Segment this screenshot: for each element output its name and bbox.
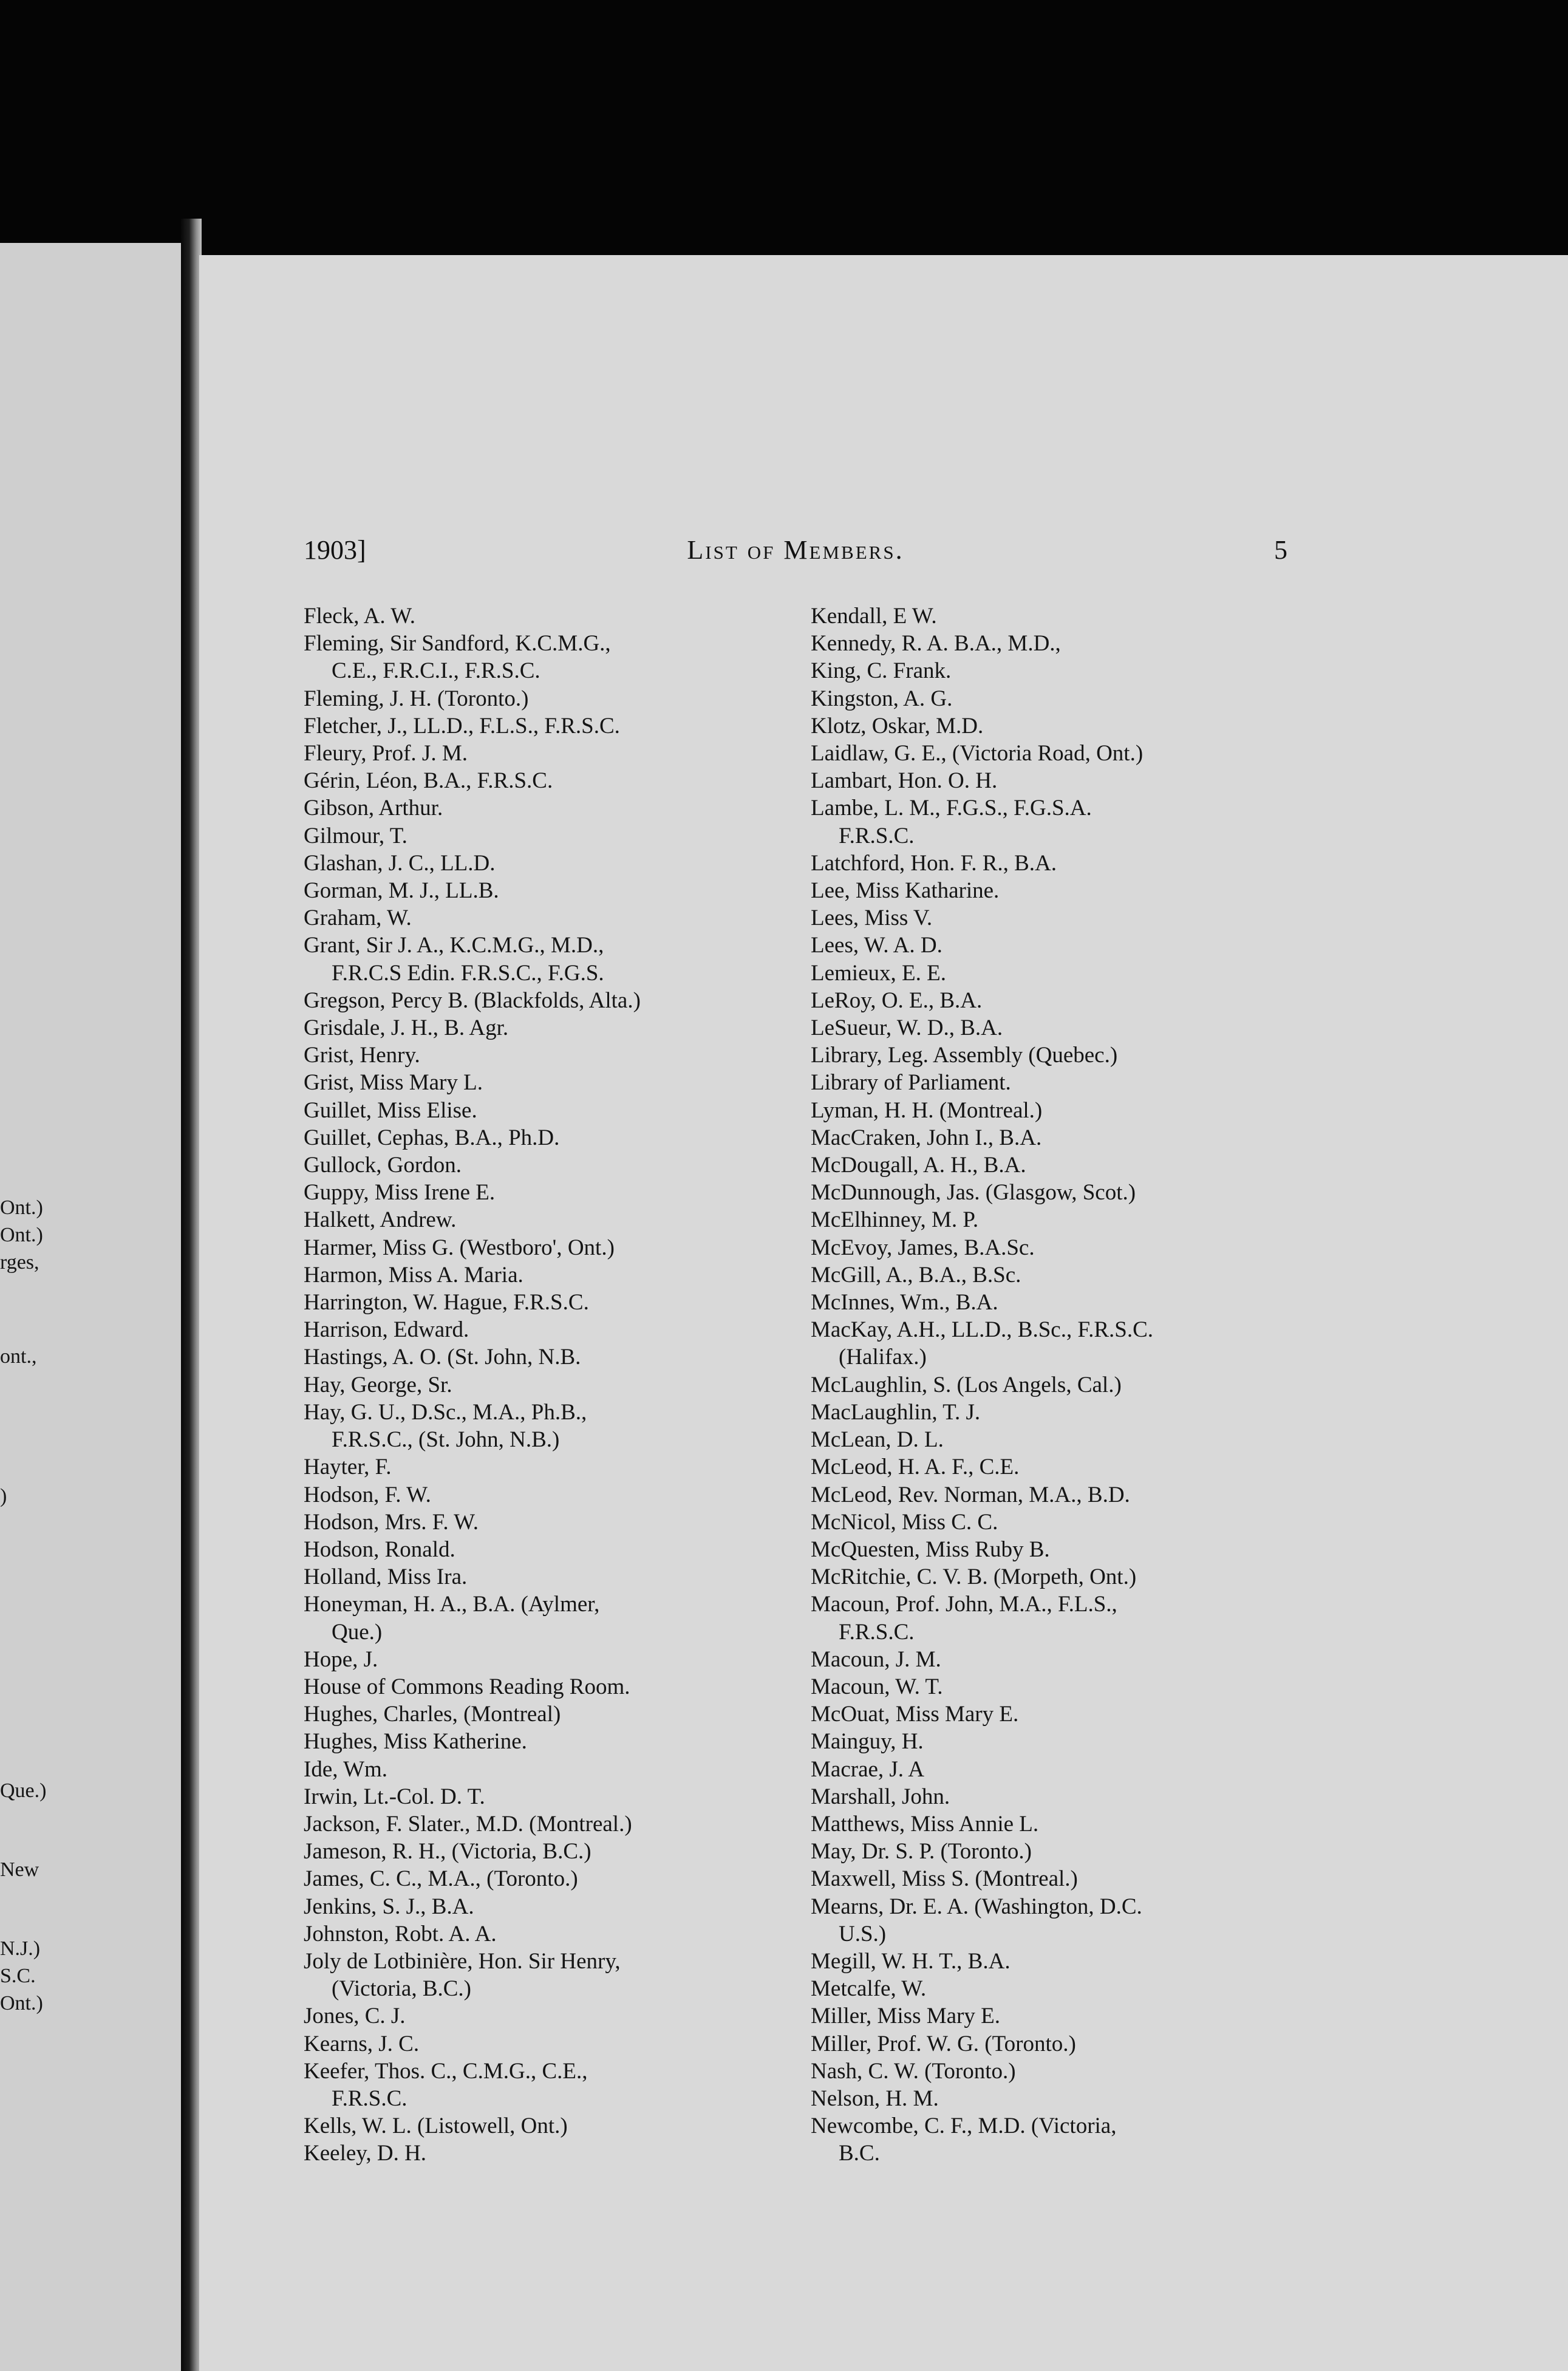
member-entry: Hope, J.	[304, 1646, 378, 1672]
member-entry: Miller, Miss Mary E.	[811, 2004, 1000, 2029]
header-year: 1903]	[304, 535, 366, 565]
member-entry: McLaughlin, S. (Los Angels, Cal.)	[811, 1372, 1122, 1397]
member-entry: James, C. C., M.A., (Toronto.)	[304, 1866, 578, 1892]
member-entry: Keefer, Thos. C., C.M.G., C.E.,	[304, 2058, 588, 2084]
left-fragment: Ont.)	[0, 1196, 43, 1219]
member-entry: Kearns, J. C.	[304, 2031, 420, 2056]
member-entry: Grist, Miss Mary L.	[304, 1070, 483, 1096]
left-fragment: )	[0, 1485, 7, 1507]
member-entry: Hughes, Charles, (Montreal)	[304, 1702, 561, 1727]
member-entry: Kells, W. L. (Listowell, Ont.)	[304, 2113, 568, 2139]
page-header	[304, 534, 1287, 571]
member-entry: Macoun, Prof. John, M.A., F.L.S.,	[811, 1592, 1117, 1617]
member-entry: Library of Parliament.	[811, 1070, 1011, 1096]
member-entry: McOuat, Miss Mary E.	[811, 1702, 1019, 1727]
member-entry: Macoun, W. T.	[811, 1674, 943, 1699]
member-entry: U.S.)	[839, 1921, 887, 1946]
member-entry: Lambart, Hon. O. H.	[811, 768, 998, 794]
member-entry: McDougall, A. H., B.A.	[811, 1153, 1026, 1178]
member-entry: McLean, D. L.	[811, 1427, 944, 1453]
member-entry: Lambe, L. M., F.G.S., F.G.S.A.	[811, 796, 1092, 821]
member-entry: McNicol, Miss C. C.	[811, 1509, 998, 1535]
member-entry: LeRoy, O. E., B.A.	[811, 988, 983, 1013]
member-entry: Fletcher, J., LL.D., F.L.S., F.R.S.C.	[304, 713, 620, 739]
member-entry: Lees, Miss V.	[811, 906, 933, 931]
left-fragment: New	[0, 1858, 39, 1881]
member-entry: F.R.S.C.	[839, 1619, 915, 1645]
member-entry: McLeod, Rev. Norman, M.A., B.D.	[811, 1482, 1130, 1507]
member-entry: Hodson, Mrs. F. W.	[304, 1509, 479, 1535]
member-entry: Guillet, Miss Elise.	[304, 1097, 477, 1123]
member-entry: McInnes, Wm., B.A.	[811, 1290, 998, 1315]
member-entry: Maxwell, Miss S. (Montreal.)	[811, 1866, 1078, 1892]
member-entry: Grist, Henry.	[304, 1043, 420, 1068]
member-entry: Fleming, J. H. (Toronto.)	[304, 686, 529, 711]
member-entry: Klotz, Oskar, M.D.	[811, 713, 984, 739]
member-entry: Holland, Miss Ira.	[304, 1564, 468, 1590]
member-entry: Que.)	[332, 1619, 383, 1645]
member-entry: Hughes, Miss Katherine.	[304, 1729, 527, 1755]
member-entry: Macrae, J. A	[811, 1756, 924, 1782]
member-entry: King, C. Frank.	[811, 658, 952, 684]
member-entry: Harmon, Miss A. Maria.	[304, 1262, 523, 1288]
member-entry: Lemieux, E. E.	[811, 960, 946, 986]
member-list-left-column	[304, 602, 783, 2168]
member-entry: MacLaughlin, T. J.	[811, 1399, 981, 1425]
member-entry: Harrison, Edward.	[304, 1317, 469, 1343]
member-entry: F.R.C.S Edin. F.R.S.C., F.G.S.	[332, 960, 604, 986]
facing-page-fragment	[0, 243, 182, 2371]
member-entry: McLeod, H. A. F., C.E.	[811, 1455, 1020, 1480]
member-entry: (Victoria, B.C.)	[332, 1976, 472, 2002]
member-entry: Gregson, Percy B. (Blackfolds, Alta.)	[304, 988, 641, 1013]
member-entry: Irwin, Lt.-Col. D. T.	[304, 1784, 485, 1809]
member-entry: Kingston, A. G.	[811, 686, 953, 711]
member-entry: House of Commons Reading Room.	[304, 1674, 630, 1699]
member-entry: Metcalfe, W.	[811, 1976, 927, 2002]
left-fragment: Que.)	[0, 1779, 47, 1802]
member-entry: MacKay, A.H., LL.D., B.Sc., F.R.S.C.	[811, 1317, 1154, 1343]
left-fragment: ont.,	[0, 1345, 37, 1368]
member-entry: Ide, Wm.	[304, 1756, 388, 1782]
member-entry: Lyman, H. H. (Montreal.)	[811, 1097, 1043, 1123]
member-entry: Mearns, Dr. E. A. (Washington, D.C.	[811, 1894, 1142, 1919]
member-entry: Guppy, Miss Irene E.	[304, 1180, 496, 1206]
member-entry: Nash, C. W. (Toronto.)	[811, 2058, 1016, 2084]
member-entry: Fleck, A. W.	[304, 604, 415, 629]
member-entry: Jackson, F. Slater., M.D. (Montreal.)	[304, 1811, 632, 1837]
member-entry: Joly de Lotbinière, Hon. Sir Henry,	[304, 1948, 621, 1974]
member-entry: Johnston, Robt. A. A.	[304, 1921, 497, 1946]
member-entry: F.R.S.C.	[839, 823, 915, 848]
page-number: 5	[1274, 535, 1287, 565]
member-entry: McGill, A., B.A., B.Sc.	[811, 1262, 1021, 1288]
member-entry: McQuesten, Miss Ruby B.	[811, 1537, 1050, 1562]
member-entry: Marshall, John.	[811, 1784, 950, 1809]
member-entry: F.R.S.C., (St. John, N.B.)	[332, 1427, 560, 1453]
member-entry: Guillet, Cephas, B.A., Ph.D.	[304, 1125, 560, 1150]
member-entry: Halkett, Andrew.	[304, 1207, 457, 1233]
member-entry: Jameson, R. H., (Victoria, B.C.)	[304, 1839, 591, 1864]
member-entry: Nelson, H. M.	[811, 2086, 939, 2111]
member-entry: F.R.S.C.	[332, 2086, 407, 2111]
member-entry: LeSueur, W. D., B.A.	[811, 1015, 1003, 1041]
member-entry: Hastings, A. O. (St. John, N.B.	[304, 1345, 581, 1370]
member-entry: Gérin, Léon, B.A., F.R.S.C.	[304, 768, 553, 794]
member-entry: Kennedy, R. A. B.A., M.D.,	[811, 631, 1061, 657]
member-entry: Hay, George, Sr.	[304, 1372, 452, 1397]
member-entry: Hodson, Ronald.	[304, 1537, 455, 1562]
member-entry: Grant, Sir J. A., K.C.M.G., M.D.,	[304, 933, 604, 958]
member-entry: Matthews, Miss Annie L.	[811, 1811, 1039, 1837]
member-entry: McElhinney, M. P.	[811, 1207, 979, 1233]
member-entry: Keeley, D. H.	[304, 2141, 427, 2166]
left-fragment: Ont.)	[0, 1992, 43, 2014]
member-entry: Fleming, Sir Sandford, K.C.M.G.,	[304, 631, 611, 657]
page-title: List of Members.	[687, 535, 904, 565]
member-entry: May, Dr. S. P. (Toronto.)	[811, 1839, 1032, 1864]
member-entry: Lee, Miss Katharine.	[811, 878, 1000, 904]
member-entry: Jones, C. J.	[304, 2004, 406, 2029]
member-entry: MacCraken, John I., B.A.	[811, 1125, 1042, 1150]
member-entry: Grisdale, J. H., B. Agr.	[304, 1015, 509, 1041]
member-entry: Latchford, Hon. F. R., B.A.	[811, 850, 1057, 876]
member-entry: Jenkins, S. J., B.A.	[304, 1894, 474, 1919]
left-fragment: S.C.	[0, 1965, 36, 1987]
member-entry: McDunnough, Jas. (Glasgow, Scot.)	[811, 1180, 1136, 1206]
member-entry: Gullock, Gordon.	[304, 1153, 462, 1178]
member-entry: Kendall, E W.	[811, 604, 937, 629]
member-entry: Hayter, F.	[304, 1455, 392, 1480]
member-entry: Graham, W.	[304, 906, 412, 931]
member-entry: Hodson, F. W.	[304, 1482, 431, 1507]
member-entry: (Halifax.)	[839, 1345, 927, 1370]
member-entry: Newcombe, C. F., M.D. (Victoria,	[811, 2113, 1117, 2139]
member-entry: C.E., F.R.C.I., F.R.S.C.	[332, 658, 540, 684]
member-entry: Fleury, Prof. J. M.	[304, 741, 468, 766]
member-entry: McEvoy, James, B.A.Sc.	[811, 1235, 1035, 1260]
member-entry: Glashan, J. C., LL.D.	[304, 850, 496, 876]
member-entry: Library, Leg. Assembly (Quebec.)	[811, 1043, 1118, 1068]
member-entry: Hay, G. U., D.Sc., M.A., Ph.B.,	[304, 1399, 587, 1425]
member-entry: Gibson, Arthur.	[304, 796, 443, 821]
member-list-right-column	[811, 602, 1297, 2168]
member-entry: Gilmour, T.	[304, 823, 407, 848]
member-entry: Lees, W. A. D.	[811, 933, 943, 958]
member-entry: Honeyman, H. A., B.A. (Aylmer,	[304, 1592, 600, 1617]
member-entry: Harrington, W. Hague, F.R.S.C.	[304, 1290, 589, 1315]
member-entry: Gorman, M. J., LL.B.	[304, 878, 499, 904]
book-gutter	[181, 219, 202, 2371]
member-entry: B.C.	[839, 2141, 880, 2166]
member-entry: Miller, Prof. W. G. (Toronto.)	[811, 2031, 1076, 2056]
member-entry: Laidlaw, G. E., (Victoria Road, Ont.)	[811, 741, 1144, 766]
left-fragment: N.J.)	[0, 1937, 41, 1960]
member-entry: Megill, W. H. T., B.A.	[811, 1948, 1011, 1974]
left-fragment: rges,	[0, 1251, 39, 1274]
left-fragment: Ont.)	[0, 1224, 43, 1246]
member-entry: Harmer, Miss G. (Westboro', Ont.)	[304, 1235, 615, 1260]
member-entry: Macoun, J. M.	[811, 1646, 941, 1672]
member-entry: Mainguy, H.	[811, 1729, 924, 1755]
member-entry: McRitchie, C. V. B. (Morpeth, Ont.)	[811, 1564, 1137, 1590]
